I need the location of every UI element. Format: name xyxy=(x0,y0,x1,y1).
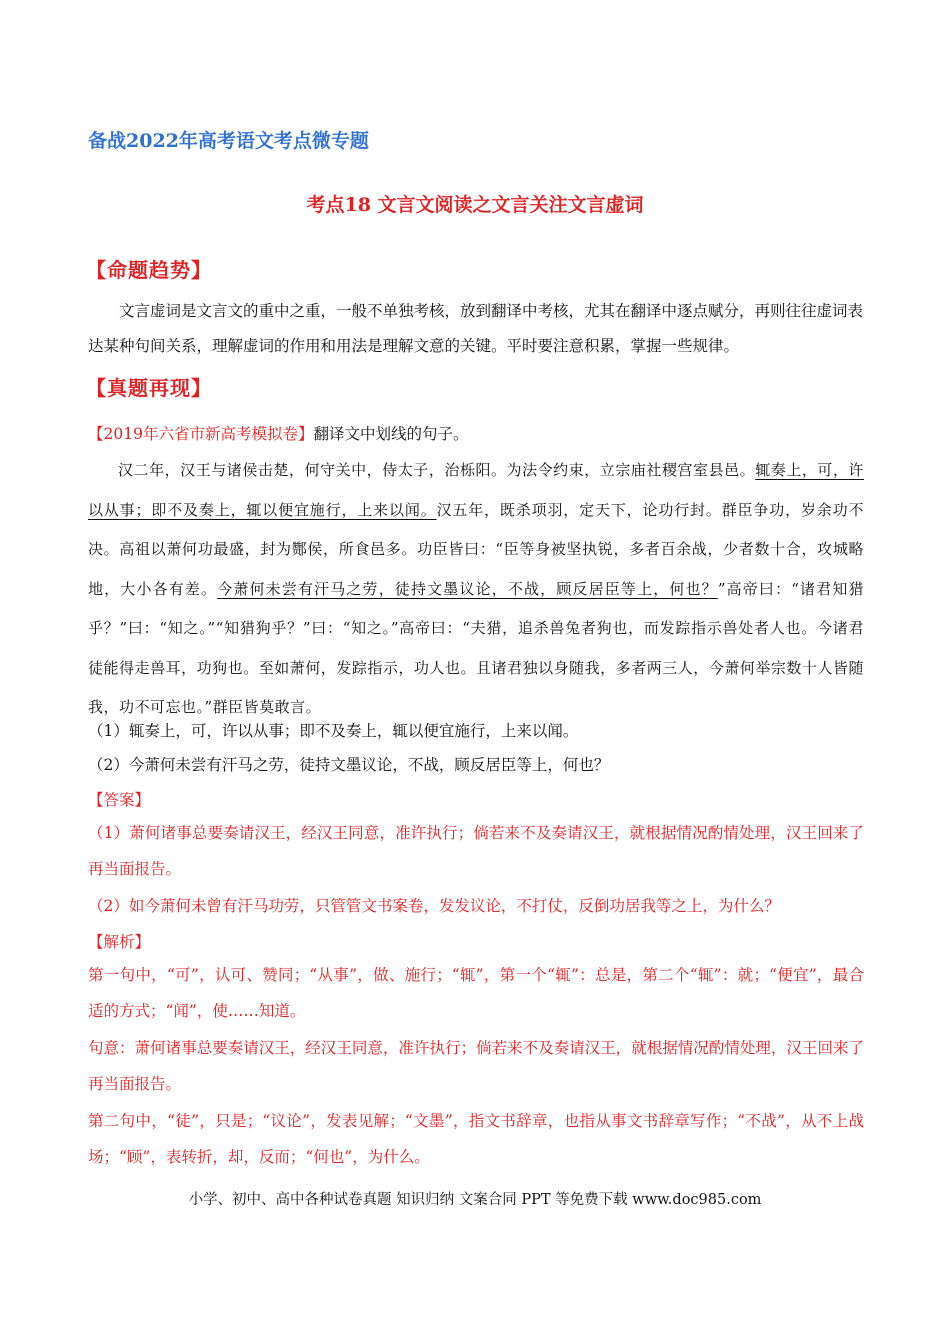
underlined-sentence-2: 今萧何未尝有汗马之劳，徒持文墨议论，不战，顾反居臣等上，何也？ xyxy=(217,579,718,598)
underlined-sentence-1: 辄奏上，可，许以从事；即不及奏上，辄以便宜施行，上来以闻。 xyxy=(88,461,864,519)
page-title: 考点18 文言文阅读之文言关注文言虚词 xyxy=(306,194,644,216)
passage-text-1: 汉二年，汉王与诸侯击楚，何守关中，侍太子，治栎阳。为法令约束，立宗庙社稷宫室县邑。 xyxy=(118,461,756,479)
section-heading-exam: 【真题再现】 xyxy=(86,376,212,400)
passage-text-2: 汉五年，既杀项羽，定天下，论功行封。群臣争功，岁余功不决。高祖以萧何功最盛，封为酂侯，所食邑多。功臣皆曰：“臣等身被坚执锐，多者百余战，少者数十合，攻城略地，大小各有差。 xyxy=(88,500,864,598)
question-source-line xyxy=(88,421,864,447)
classical-passage xyxy=(88,451,864,728)
answer-2: （2）如今萧何未曾有汗马功劳，只管管文书案卷，发发议论，不打仗，反倒功居我等之上，为什么？ xyxy=(88,897,780,915)
answer-1: （1）萧何诸事总要奏请汉王，经汉王同意，准许执行；倘若来不及奏请汉王，就根据情况酌情处理，汉王回来了再当面报告。 xyxy=(88,824,864,878)
trend-paragraph: 文言虚词是文言文的重中之重，一般不单独考核，放到翻译中考核，尤其在翻译中逐点赋分，再则往往虚词表达某种句间关系，理解虚词的作用和用法是理解文意的关键。平时要注意积累，掌握一些规律。 xyxy=(88,302,864,355)
section-heading-trend: 【命题趋势】 xyxy=(86,258,212,282)
question-instruction: 翻译文中划线的句子。 xyxy=(313,425,469,443)
analysis-2: 句意：萧何诸事总要奏请汉王，经汉王同意，准许执行；倘若来不及奏请汉王，就根据情况酌情处理，汉王回来了再当面报告。 xyxy=(88,1039,864,1093)
page-footer: 小学、初中、高中各种试卷真题 知识归纳 文案合同 PPT 等免费下载 www.doc985.com xyxy=(188,1192,762,1208)
exam-source: 【2019年六省市新高考模拟卷】 xyxy=(88,425,314,443)
translation-question-2: （2）今萧何未尝有汗马之劳，徒持文墨议论，不战，顾反居臣等上，何也？ xyxy=(88,756,610,774)
series-header: 备战2022年高考语文考点微专题 xyxy=(88,130,369,152)
analysis-1: 第一句中，“可”，认可、赞同；“从事”，做、施行；“辄”，第一个“辄”：总是，第二个“辄”：就；“便宜”，最合适的方式；“闻”，使……知道。 xyxy=(88,966,864,1020)
analysis-label: 【解析】 xyxy=(88,933,151,951)
translation-question-1: （1）辄奏上，可，许以从事；即不及奏上，辄以便宜施行，上来以闻。 xyxy=(88,722,579,740)
analysis-3: 第二句中，“徒”，只是；“议论”，发表见解；“文墨”，指文书辞章，也指从事文书辞章写作；“不战”，从不上战场；“顾”，表转折，却，反而；“何也”，为什么。 xyxy=(88,1112,864,1166)
passage-text-3: ”高帝曰：“诸君知猎乎？”曰：“知之。”“知猎狗乎？”曰：“知之。”高帝曰：“夫猎，追杀兽兔者狗也，而发踪指示兽处者人也。今诸君徒能得走兽耳，功狗也。至如萧何，发踪指示，功人也。且诸君独以身随我，多者两三人，今萧何举宗数十人皆随我，功不可忘也。”群臣皆莫敢言。 xyxy=(88,579,864,716)
answer-label: 【答案】 xyxy=(88,791,151,809)
